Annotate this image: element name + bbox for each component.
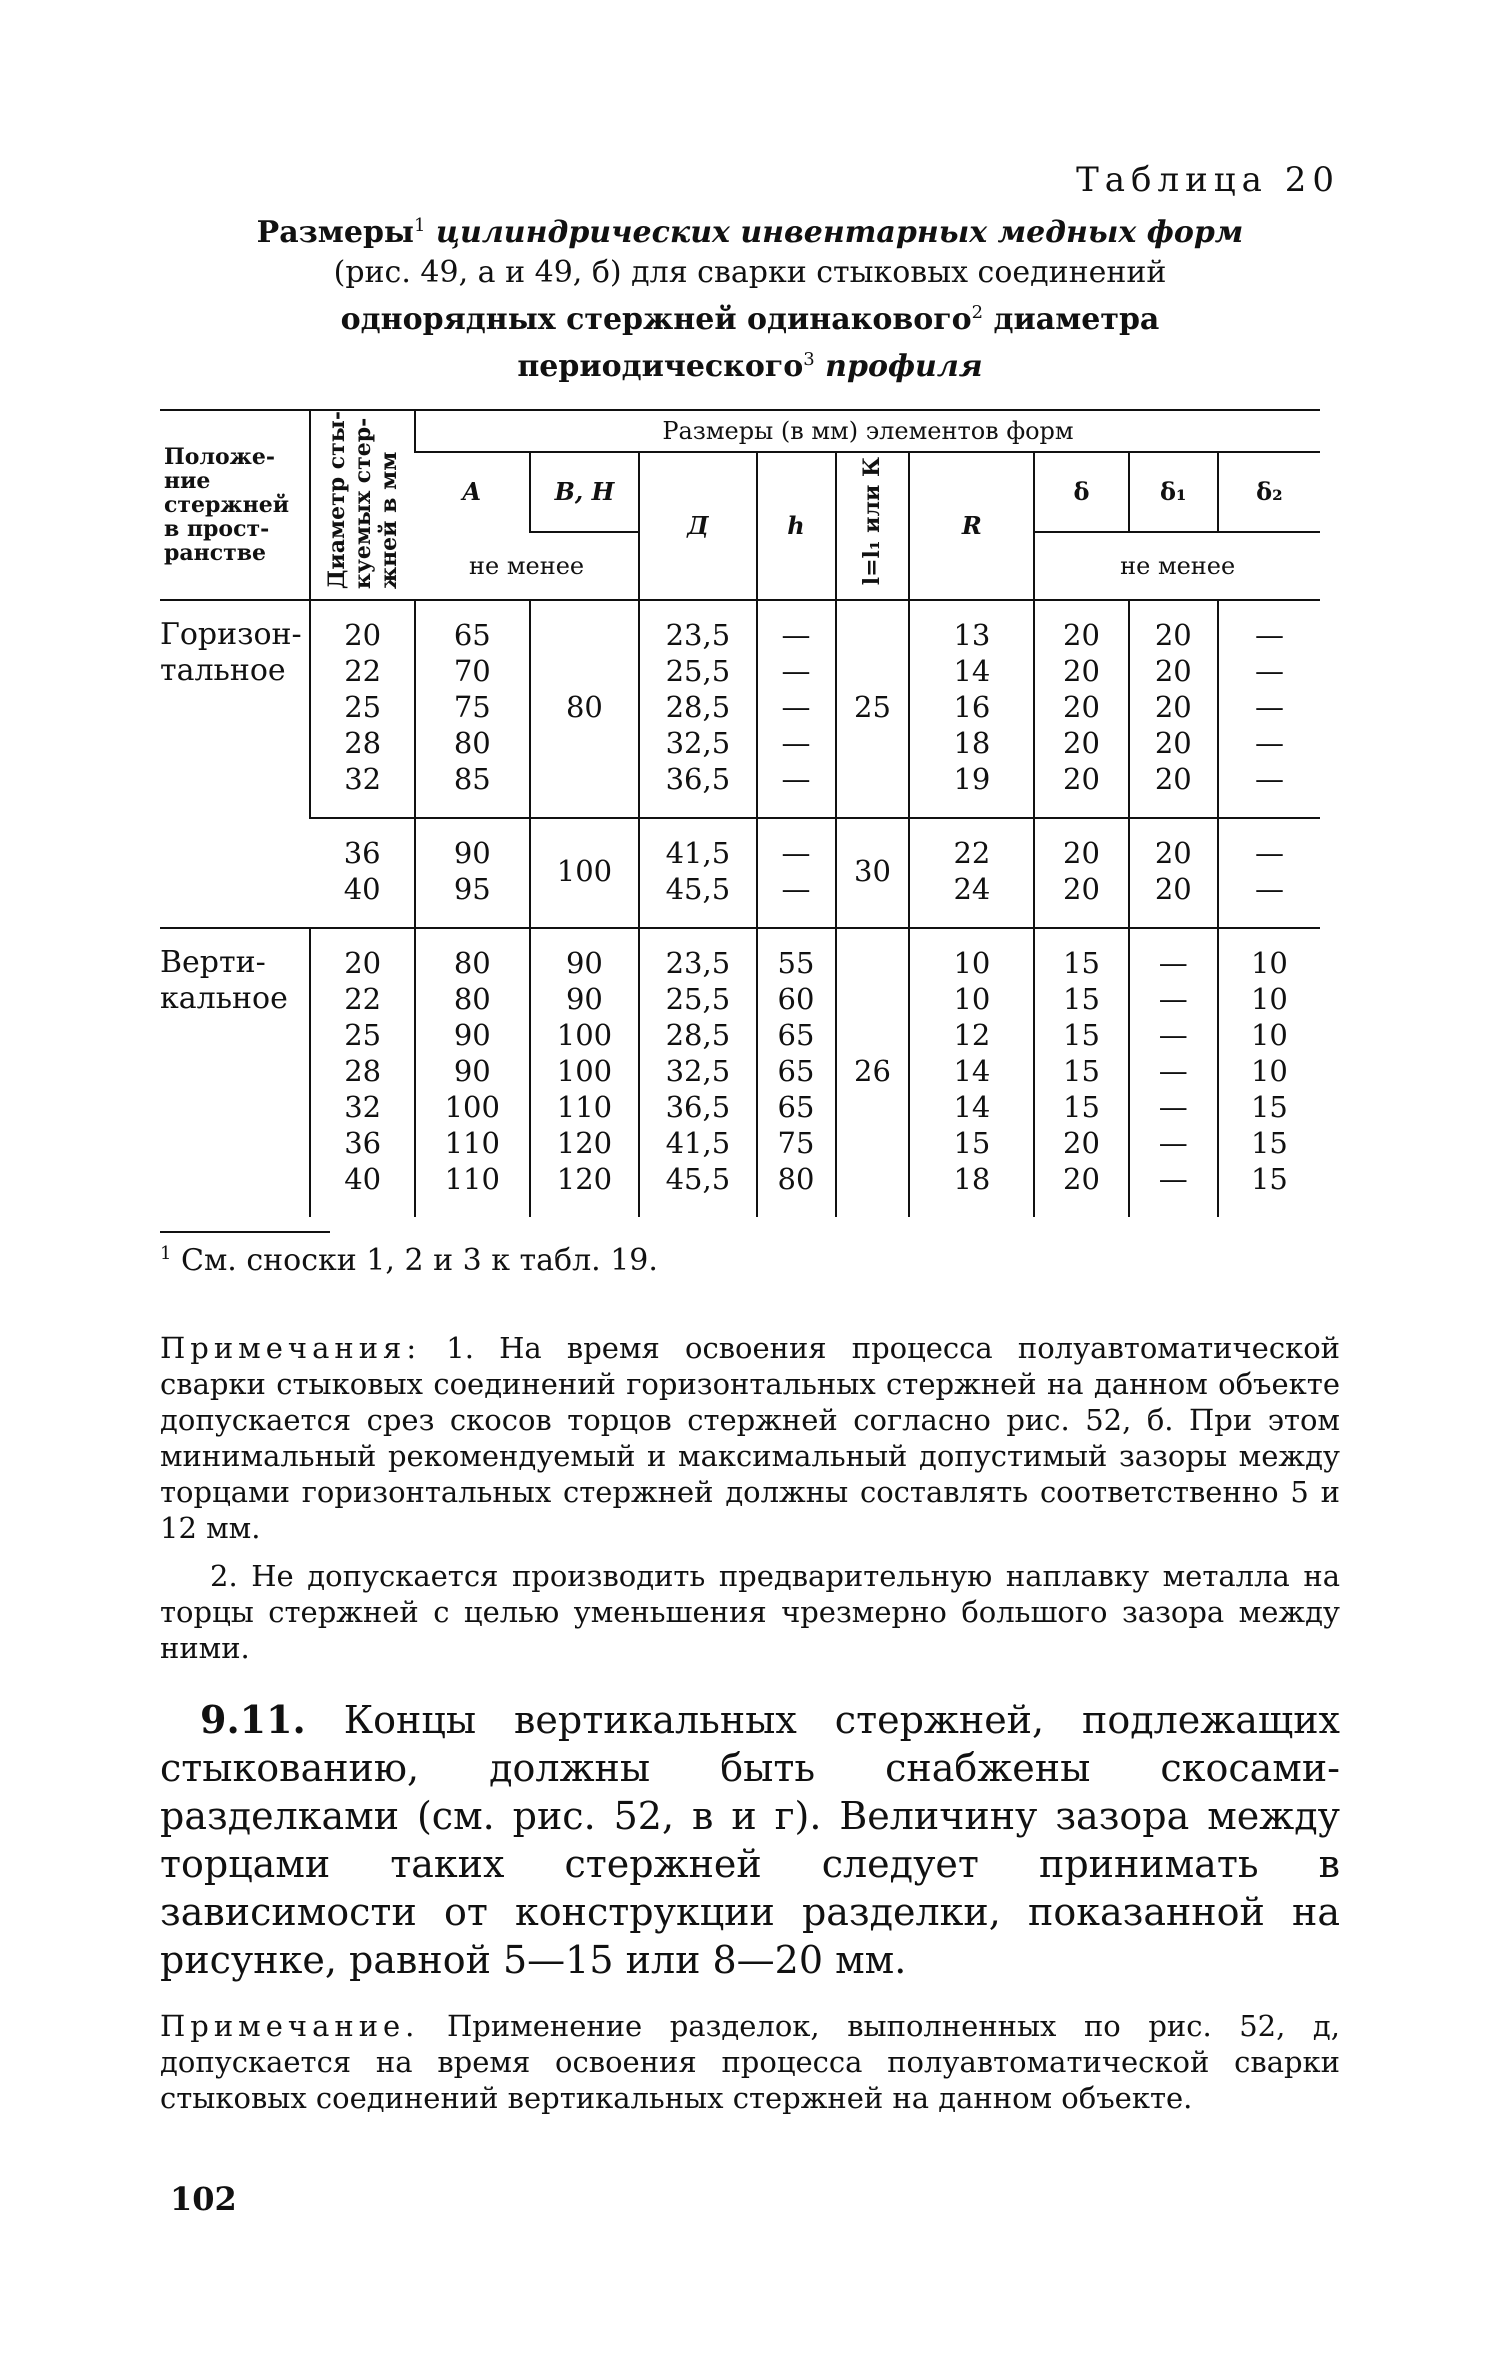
table-cell-value: 20 xyxy=(1154,690,1192,725)
cell-delta1 xyxy=(1129,818,1218,928)
cell-R xyxy=(909,818,1034,928)
table-cell-value: 20 xyxy=(1063,654,1100,689)
cell-D xyxy=(639,928,756,1217)
table-cell-value: 12 xyxy=(953,1018,991,1053)
cell-D xyxy=(639,600,756,818)
table-cell-value: — xyxy=(1158,1126,1188,1161)
table-cell-value: 32 xyxy=(344,1090,382,1125)
section-text: Концы вертикальных стержней, подлежащих стыкованию, должны быть снабжены скосами-разделками (см. рис. 52, в и г). Величину зазора между торцами таких стержней следует принимать в зависимости от конструкции разделки, показанной на рисунке, равной 5—15 или 8—20 мм. xyxy=(160,1698,1340,1983)
table-cell-value: — xyxy=(1254,690,1284,725)
table-cell-value: 90 xyxy=(453,836,491,871)
position-label: Верти- кальное xyxy=(160,928,310,1217)
cell-diam xyxy=(310,818,415,928)
table-cell-value: 20 xyxy=(1063,618,1100,653)
table-cell-value: 15 xyxy=(1063,982,1100,1017)
note-1: 1. На время освоения процесса полуавтоматической сварки стыковых соединений горизонтальных стержней на данном объекте допускается срез скосов торцов стержней согласно рис. 52, б. При этом минимальный рекомендуемый и максимальный допустимый зазоры между торцами горизонтальных стержней должны составлять соответственно 5 и 12 мм. xyxy=(160,1331,1340,1546)
table-cell-value: — xyxy=(1158,1090,1188,1125)
table-cell-value: 45,5 xyxy=(665,872,731,907)
cell-delta xyxy=(1034,818,1128,928)
table-cell-value: — xyxy=(781,690,811,725)
table-cell-value: 20 xyxy=(1063,690,1100,725)
table-cell-value: 36,5 xyxy=(665,762,731,797)
header-not-less-1: не менее xyxy=(469,552,585,581)
table-cell-value: 20 xyxy=(344,946,382,981)
dimensions-table xyxy=(160,409,1320,1217)
table-caption: Размеры$^1$ цилиндрических инвентарных медных форм (рис. 49, а и 49, б) для сварки стыковых соединений однорядных стержней одинакового$^2$ диаметра периодического$^3$ профиля xyxy=(256,215,1244,384)
table-cell-value: 65 xyxy=(453,618,491,653)
table-cell-value: 10 xyxy=(1250,1054,1288,1089)
cell-delta xyxy=(1034,600,1128,818)
cell-BH xyxy=(530,928,640,1217)
table-cell-value: 25 xyxy=(344,1018,382,1053)
header-not-less-2: не менее xyxy=(1034,532,1320,600)
table-cell-value: 25,5 xyxy=(665,982,731,1017)
table-cell-value: 23,5 xyxy=(665,946,731,981)
table-cell-value: 120 xyxy=(556,1126,613,1161)
table-cell-value: 90 xyxy=(453,1054,491,1089)
table-cell-value: 18 xyxy=(953,1162,991,1197)
table-cell-value: 18 xyxy=(953,726,991,761)
table-cell-value: — xyxy=(1254,836,1284,871)
cell-A xyxy=(415,600,530,818)
table-cell-value: 100 xyxy=(444,1090,500,1125)
cell-l: 26 xyxy=(836,928,910,1217)
table-cell-value: 15 xyxy=(1250,1162,1288,1197)
table-cell-value: — xyxy=(1254,654,1284,689)
table-cell-value: 16 xyxy=(953,690,991,725)
table-cell-value: 65 xyxy=(777,1018,815,1053)
table-cell-value: — xyxy=(1254,618,1284,653)
table-cell-value: 110 xyxy=(444,1126,500,1161)
table-cell-value: 100 xyxy=(556,1054,613,1089)
table-cell-value: 41,5 xyxy=(665,1126,731,1161)
cell-h xyxy=(757,928,836,1217)
table-cell-value: 80 xyxy=(453,946,491,981)
table-cell-value: 28 xyxy=(344,726,382,761)
table-cell-value: 13 xyxy=(953,618,991,653)
table-cell-value: — xyxy=(1158,946,1188,981)
table-cell-value: — xyxy=(781,872,811,907)
table-cell-value: 10 xyxy=(1250,982,1288,1017)
header-R: R xyxy=(909,452,1034,600)
table-cell-value: 45,5 xyxy=(665,1162,731,1197)
notes xyxy=(160,1330,1340,1666)
table-cell-value: 15 xyxy=(1063,1090,1100,1125)
position-label: Горизон- тальное xyxy=(160,617,302,689)
notes-label: Примечания: xyxy=(160,1331,422,1366)
cell-BH: 100 xyxy=(530,818,640,928)
cell-A xyxy=(415,928,530,1217)
note-single xyxy=(160,2008,1340,2116)
table-cell-value: 22 xyxy=(953,836,991,871)
cell-delta2 xyxy=(1218,928,1320,1217)
table-cell-value: 70 xyxy=(453,654,491,689)
table-cell-value: — xyxy=(781,654,811,689)
table-row xyxy=(160,600,1320,818)
table-cell-value: 20 xyxy=(1154,872,1192,907)
table-cell-value: 23,5 xyxy=(665,618,731,653)
table-number: Таблица 20 xyxy=(1076,160,1340,200)
table-cell-value: — xyxy=(1158,1018,1188,1053)
table-cell-value: 10 xyxy=(953,982,991,1017)
table-cell-value: 20 xyxy=(1063,726,1100,761)
cell-delta1 xyxy=(1129,600,1218,818)
table-cell-value: 75 xyxy=(777,1126,815,1161)
table-cell-value: 85 xyxy=(453,762,491,797)
table-cell-value: 40 xyxy=(344,1162,382,1197)
table-cell-value: 20 xyxy=(1063,872,1100,907)
table-cell-value: 80 xyxy=(453,726,491,761)
section-number: 9.11. xyxy=(200,1697,306,1743)
table-cell-value: 100 xyxy=(556,1018,613,1053)
table-cell-value: — xyxy=(1254,726,1284,761)
table-cell-value: 20 xyxy=(1154,618,1192,653)
table-cell-value: 40 xyxy=(343,872,381,907)
table-row xyxy=(160,928,1320,1217)
header-delta2: δ₂ xyxy=(1218,452,1320,532)
table-cell-value: 95 xyxy=(453,872,491,907)
table-cell-value: 10 xyxy=(953,946,991,981)
table-cell-value: — xyxy=(781,836,811,871)
table-cell-value: — xyxy=(781,618,811,653)
table-cell-value: 28 xyxy=(344,1054,382,1089)
table-cell-value: 25 xyxy=(344,690,382,725)
header-h: h xyxy=(757,452,836,600)
table-cell-value: 28,5 xyxy=(665,690,731,725)
note-single-label: Примечание. xyxy=(160,2009,420,2044)
table-cell-value: 20 xyxy=(1154,654,1192,689)
table-cell-value: 14 xyxy=(953,1090,991,1125)
table-cell-value: 120 xyxy=(556,1162,613,1197)
header-group: Размеры (в мм) элементов форм xyxy=(415,410,1320,452)
table-cell-value: 110 xyxy=(556,1090,613,1125)
table-cell-value: 90 xyxy=(565,946,603,981)
table-cell-value: 25,5 xyxy=(665,654,731,689)
table-cell-value: 20 xyxy=(1063,1162,1100,1197)
table-cell-value: 32,5 xyxy=(665,1054,731,1089)
header-position: Положе- ние стержней в прост- ранстве xyxy=(160,410,310,600)
table-cell-value: 55 xyxy=(777,946,815,981)
footnote: $^1$ См. сноски 1, 2 и 3 к табл. 19. xyxy=(160,1243,658,1279)
table-cell-value: 32,5 xyxy=(665,726,731,761)
table-cell-value: — xyxy=(1158,1054,1188,1089)
cell-l: 30 xyxy=(836,818,910,928)
table-cell-value: 90 xyxy=(453,1018,491,1053)
table-row xyxy=(160,818,1320,928)
header-A: А xyxy=(462,477,482,507)
table-cell-value: 20 xyxy=(1063,836,1100,871)
table-cell-value: 41,5 xyxy=(665,836,731,871)
table-cell-value: 80 xyxy=(777,1162,815,1197)
header-delta1: δ₁ xyxy=(1129,452,1218,532)
cell-D xyxy=(639,818,756,928)
table-cell-value: 20 xyxy=(1154,726,1192,761)
table-cell-value: — xyxy=(1254,762,1284,797)
table-cell-value: 24 xyxy=(953,872,991,907)
table-cell-value: 15 xyxy=(1063,946,1100,981)
cell-A xyxy=(415,818,530,928)
table-cell-value: 15 xyxy=(1063,1054,1100,1089)
cell-delta2 xyxy=(1218,600,1320,818)
page-number: 102 xyxy=(170,2180,237,2218)
table-cell-value: 60 xyxy=(777,982,815,1017)
table-cell-value: 36 xyxy=(344,1126,382,1161)
table-cell-value: 10 xyxy=(1250,946,1288,981)
cell-R xyxy=(909,600,1034,818)
table-cell-value: 36,5 xyxy=(665,1090,731,1125)
note-single-text: Применение разделок, выполненных по рис. 52, д, допускается на время освоения процесса полуавтоматической сварки стыковых соединений вертикальных стержней на данном объекте. xyxy=(160,2009,1340,2116)
table-cell-value: 90 xyxy=(565,982,603,1017)
table-cell-value: 65 xyxy=(777,1054,815,1089)
table-cell-value: 22 xyxy=(344,982,382,1017)
table-cell-value: 15 xyxy=(1063,1018,1100,1053)
table-cell-value: 15 xyxy=(953,1126,991,1161)
table-cell-value: 22 xyxy=(344,654,382,689)
table-cell-value: — xyxy=(1254,872,1284,907)
table-cell-value: 28,5 xyxy=(665,1018,731,1053)
cell-delta xyxy=(1034,928,1128,1217)
header-delta: δ xyxy=(1034,452,1128,532)
header-diameter: Диаметр сты- куемых стер- жней в мм xyxy=(310,410,415,600)
table-cell-value: 20 xyxy=(1063,1126,1100,1161)
table-cell-value: 80 xyxy=(453,982,491,1017)
table-cell-value: 20 xyxy=(1063,762,1100,797)
table-cell-value: 14 xyxy=(953,654,991,689)
table-cell-value: 20 xyxy=(344,618,382,653)
header-BH: В, Н xyxy=(530,452,640,532)
table-cell-value: 20 xyxy=(1154,836,1192,871)
cell-l: 25 xyxy=(836,600,910,818)
table-cell-value: 19 xyxy=(953,762,991,797)
note-2: 2. Не допускается производить предварительную наплавку металла на торцы стержней с целью уменьшения чрезмерно большого зазора между ними. xyxy=(160,1559,1340,1666)
section-9-11 xyxy=(160,1696,1340,1984)
footnote-rule xyxy=(160,1231,330,1233)
table-cell-value: 65 xyxy=(777,1090,815,1125)
table-cell-value: 20 xyxy=(1154,762,1192,797)
table-cell-value: — xyxy=(781,726,811,761)
table-cell-value: 75 xyxy=(453,690,491,725)
table-cell-value: 32 xyxy=(344,762,382,797)
cell-BH: 80 xyxy=(530,600,640,818)
page xyxy=(160,160,1340,2128)
table-cell-value: 15 xyxy=(1250,1126,1288,1161)
cell-h xyxy=(757,600,836,818)
header-l: l=l₁ или К xyxy=(836,452,910,600)
header-D: Д xyxy=(639,452,756,600)
cell-diam xyxy=(310,928,415,1217)
cell-h xyxy=(757,818,836,928)
table-cell-value: — xyxy=(1158,982,1188,1017)
table-cell-value: — xyxy=(781,762,811,797)
table-cell-value: 36 xyxy=(343,836,381,871)
cell-delta1 xyxy=(1129,928,1218,1217)
cell-R xyxy=(909,928,1034,1217)
table-cell-value: 14 xyxy=(953,1054,991,1089)
table-cell-value: 10 xyxy=(1250,1018,1288,1053)
table-cell-value: 15 xyxy=(1250,1090,1288,1125)
cell-delta2 xyxy=(1218,818,1320,928)
cell-diam xyxy=(310,600,415,818)
table-cell-value: 110 xyxy=(444,1162,500,1197)
table-cell-value: — xyxy=(1158,1162,1188,1197)
